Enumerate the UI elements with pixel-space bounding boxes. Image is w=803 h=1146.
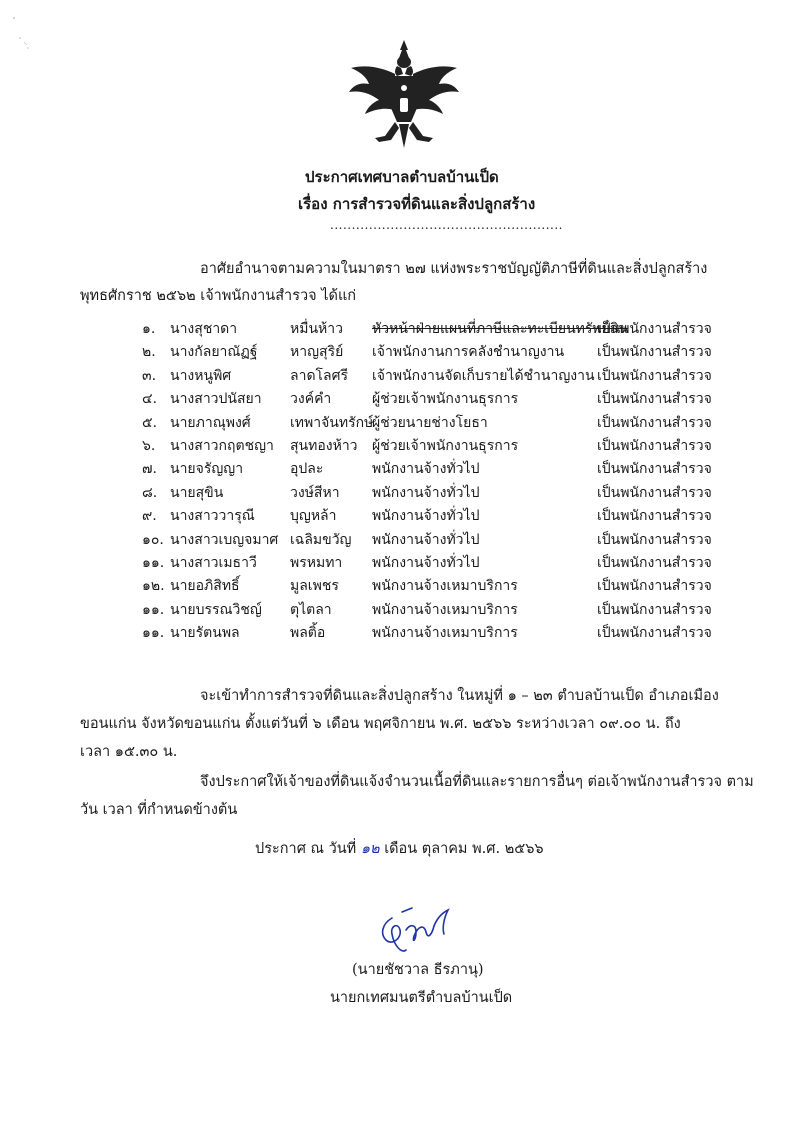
staff-role: เป็นพนักงานสำรวจ <box>597 555 712 571</box>
staff-number: ๘. <box>142 484 158 501</box>
staff-first-name: นางสาวปนัสยา <box>170 391 262 408</box>
staff-position: ผู้ช่วยนายช่างโยธา <box>372 414 488 431</box>
staff-position: พนักงานจ้างทั่วไป <box>372 508 480 525</box>
staff-last-name: เทพาจันทรักษ์ <box>290 414 374 431</box>
staff-role: เป็นพนักงานสำรวจ <box>597 578 712 595</box>
staff-position: พนักงานจ้างเหมาบริการ <box>372 601 518 618</box>
survey-line-1: จะเข้าทำการสำรวจที่ดินและสิ่งปลูกสร้าง ในหมู่ที่ ๑ – ๒๓ ตำบลบ้านเป็ด อำเภอเมือง <box>200 688 719 704</box>
staff-last-name: พลติ้อ <box>290 625 326 642</box>
staff-first-name: นางสาววารุณี <box>170 508 255 525</box>
staff-position: พนักงานจ้างทั่วไป <box>372 484 480 501</box>
garuda-emblem-icon <box>345 38 463 150</box>
notice-title: ประกาศเทศบาลตำบลบ้านเป็ด <box>305 168 499 186</box>
notice-subject: เรื่อง การสำรวจที่ดินและสิ่งปลูกสร้าง <box>298 195 536 213</box>
staff-position: เจ้าพนักงานการคลังชำนาญงาน <box>372 344 565 361</box>
staff-first-name: นายจรัญญา <box>170 461 244 478</box>
issue-date <box>255 837 544 860</box>
staff-last-name: ลาดโลศรี <box>290 367 349 384</box>
staff-last-name: อุปละ <box>290 461 324 478</box>
staff-role: เป็นพนักงานสำรวจ <box>597 367 712 384</box>
staff-first-name: นายรัตนพล <box>170 625 240 642</box>
signatory-title: นายกเทศมนตรีตำบลบ้านเป็ด <box>330 990 513 1006</box>
staff-number: ๒. <box>142 344 156 361</box>
staff-first-name: นางสาวเบญจมาศ <box>170 531 279 548</box>
staff-role: เป็นพนักงานสำรวจ <box>597 391 712 408</box>
staff-number: ๔. <box>142 391 158 408</box>
staff-position: หัวหน้าฝ่ายแผนที่ภาษีและทะเบียนทรัพย์สิน <box>372 321 628 337</box>
survey-line-2: ขอนแก่น จังหวัดขอนแก่น ตั้งแต่วันที่ ๖ เดือน พฤศจิกายน พ.ศ. ๒๕๖๖ ระหว่างเวลา ๐๙.๐๐ น. ถึง <box>80 716 681 732</box>
staff-first-name: นายภาณุพงศ์ <box>170 414 251 431</box>
staff-first-name: นางกัลยาณัฏฐ์ <box>170 344 258 361</box>
staff-position: พนักงานจ้างทั่วไป <box>372 461 480 478</box>
staff-position: พนักงานจ้างทั่วไป <box>372 531 480 548</box>
issue-date-day: ๑๒ <box>360 841 380 857</box>
notice-line-2: วัน เวลา ที่กำหนดข้างต้น <box>80 802 238 818</box>
issue-date-prefix: ประกาศ ณ วันที่ <box>255 841 357 857</box>
staff-first-name: นายอภิสิทธิ์ <box>170 578 240 595</box>
staff-role: เป็นพนักงานสำรวจ <box>597 508 712 525</box>
staff-first-name: นางสุชาดา <box>170 321 238 337</box>
staff-number: ๑๑. <box>142 625 165 642</box>
staff-last-name: วงค์คำ <box>290 391 332 408</box>
staff-number: ๑๑. <box>142 601 165 618</box>
staff-number: ๓. <box>142 367 157 384</box>
staff-last-name: หาญสุริย์ <box>290 344 344 361</box>
staff-role: เป็นพนักงานสำรวจ <box>597 531 712 548</box>
staff-last-name: บุญหล้า <box>290 508 337 525</box>
staff-role: เป็นพนักงานสำรวจ <box>597 601 712 618</box>
staff-role: เป็นพนักงานสำรวจ <box>597 625 712 642</box>
staff-number: ๑. <box>142 321 156 337</box>
staff-position: พนักงานจ้างเหมาบริการ <box>372 578 518 595</box>
staff-first-name: นางสาวเมธาวี <box>170 555 257 571</box>
staff-number: ๙. <box>142 508 157 525</box>
staff-position: ผู้ช่วยเจ้าพนักงานธุรการ <box>372 391 519 408</box>
staff-role: เป็นพนักงานสำรวจ <box>597 321 712 337</box>
staff-number: ๕. <box>142 414 158 431</box>
staff-number: ๑๑. <box>142 555 165 571</box>
staff-number: ๖. <box>142 438 156 454</box>
signature-icon <box>372 900 462 958</box>
staff-first-name: นายสุขิน <box>170 484 224 501</box>
staff-first-name: นายบรรณวิชญ์ <box>170 601 262 618</box>
staff-first-name: นางสาวกฤตชญา <box>170 438 274 454</box>
staff-last-name: หมื่นห้าว <box>290 321 343 337</box>
scan-marks-icon <box>6 8 46 58</box>
staff-last-name: พรหมทา <box>290 555 343 571</box>
staff-number: ๑๐. <box>142 531 164 548</box>
staff-position: ผู้ช่วยเจ้าพนักงานธุรการ <box>372 438 519 454</box>
notice-line-1: จึงประกาศให้เจ้าของที่ดินแจ้งจำนวนเนื้อที่ดินและรายการอื่นๆ ต่อเจ้าพนักงานสำรวจ ตาม <box>200 774 754 790</box>
staff-last-name: วงษ์สีหา <box>290 484 340 501</box>
title-divider: ...................................................... <box>330 218 563 232</box>
staff-role: เป็นพนักงานสำรวจ <box>597 484 712 501</box>
staff-role: เป็นพนักงานสำรวจ <box>597 414 712 431</box>
staff-role: เป็นพนักงานสำรวจ <box>597 344 712 361</box>
issue-date-suffix: เดือน ตุลาคม พ.ศ. ๒๕๖๖ <box>384 841 544 857</box>
staff-last-name: มูลเพชร <box>290 578 339 595</box>
staff-last-name: เฉลิมขวัญ <box>290 531 352 548</box>
staff-number: ๑๒. <box>142 578 165 595</box>
signatory-name: (นายชัชวาล ธีรภานุ) <box>352 962 484 978</box>
staff-position: พนักงานจ้างเหมาบริการ <box>372 625 518 642</box>
staff-first-name: นางหนูพิศ <box>170 367 232 384</box>
staff-last-name: ตุไตลา <box>290 601 332 618</box>
intro-line-1: อาศัยอำนาจตามความในมาตรา ๒๗ แห่งพระราชบัญญัติภาษีที่ดินและสิ่งปลูกสร้าง <box>200 261 708 277</box>
staff-role: เป็นพนักงานสำรวจ <box>597 461 712 478</box>
staff-position: พนักงานจ้างทั่วไป <box>372 555 480 571</box>
survey-line-3: เวลา ๑๕.๓๐ น. <box>80 744 178 760</box>
intro-line-2: พุทธศักราช ๒๕๖๒ เจ้าพนักงานสำรวจ ได้แก่ <box>80 288 357 304</box>
staff-last-name: สุนทองห้าว <box>290 438 358 454</box>
staff-role: เป็นพนักงานสำรวจ <box>597 438 712 454</box>
staff-position: เจ้าพนักงานจัดเก็บรายได้ชำนาญงาน <box>372 367 595 384</box>
staff-number: ๗. <box>142 461 157 478</box>
